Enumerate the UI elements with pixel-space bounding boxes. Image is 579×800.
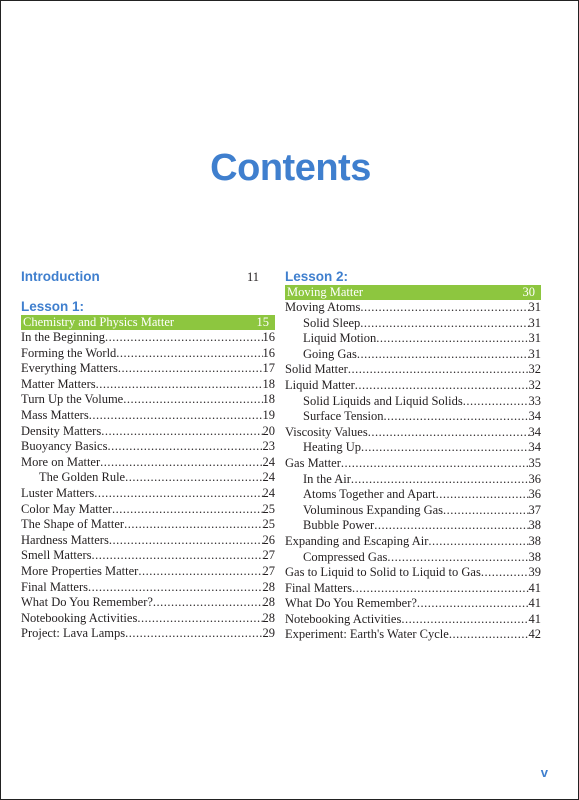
toc-entry[interactable] [285, 316, 541, 332]
toc-entry[interactable] [21, 486, 275, 502]
toc-entry-page: 16 [262, 330, 275, 344]
dot-leader [105, 330, 262, 346]
dot-leader [89, 408, 263, 424]
dot-leader [96, 377, 263, 393]
toc-entry[interactable] [21, 439, 275, 455]
toc-entry-page: 27 [262, 548, 275, 563]
toc-entry-page: 18 [262, 392, 275, 407]
toc-entry-page: 38 [528, 518, 541, 533]
toc-entry-label: Everything Matters [21, 361, 118, 376]
toc-entry-page: 41 [528, 580, 541, 595]
toc-entry-page: 29 [262, 626, 275, 641]
dot-leader [443, 503, 528, 519]
toc-entry[interactable] [285, 456, 541, 472]
toc-entry-label: Viscosity Values [285, 424, 368, 439]
toc-entry-label: Compressed Gas [303, 549, 388, 564]
introduction-label: Introduction [21, 269, 100, 284]
toc-entry-label: Notebooking Activities [21, 610, 138, 625]
dot-leader [91, 548, 262, 564]
toc-entry-page: 41 [528, 611, 541, 626]
dot-leader [125, 626, 262, 642]
toc-entry-label: Solid Liquids and Liquid Solids [303, 393, 463, 408]
dot-leader [116, 346, 262, 362]
toc-entry-label: The Shape of Matter [21, 517, 125, 532]
toc-entry-page: 25 [262, 501, 275, 516]
lesson-2-entries [285, 300, 541, 643]
dot-leader [360, 300, 528, 316]
toc-entry[interactable] [285, 440, 541, 456]
toc-entry-label: Atoms Together and Apart [303, 487, 436, 502]
toc-entry[interactable] [285, 534, 541, 550]
toc-entry-label: Heating Up [303, 440, 361, 455]
toc-entry[interactable] [285, 347, 541, 363]
dot-leader [118, 361, 263, 377]
toc-entry[interactable] [285, 378, 541, 394]
toc-entry-page: 39 [528, 565, 541, 580]
toc-entry-label: Luster Matters [21, 485, 95, 500]
toc-entry-page: 34 [528, 409, 541, 424]
dot-leader [368, 425, 529, 441]
toc-entry-page: 24 [262, 454, 275, 469]
toc-entry-label: Density Matters [21, 423, 102, 438]
toc-entry[interactable] [285, 612, 541, 628]
toc-entry[interactable] [285, 394, 541, 410]
toc-entry[interactable] [21, 408, 275, 424]
toc-entry[interactable] [21, 611, 275, 627]
toc-entry-page: 19 [262, 407, 275, 422]
toc-entry-label: The Golden Rule [39, 470, 126, 485]
dot-leader [360, 316, 528, 332]
toc-entry-label: Going Gas [303, 346, 357, 361]
toc-entry[interactable] [285, 550, 541, 566]
dot-leader [417, 596, 529, 612]
toc-entry-page: 24 [262, 485, 275, 500]
dot-leader [341, 456, 529, 472]
toc-entry-page: 26 [262, 532, 275, 547]
lesson-2-heading: Lesson 2: [285, 269, 349, 284]
toc-entry-page: 36 [528, 487, 541, 502]
toc-entry-label: Voluminous Expanding Gas [303, 502, 444, 517]
toc-entry-label: Solid Sleep [303, 315, 361, 330]
toc-entry-page: 41 [528, 596, 541, 611]
toc-entry[interactable] [285, 627, 541, 643]
toc-entry[interactable] [285, 503, 541, 519]
toc-entry-label: Buoyancy Basics [21, 439, 108, 454]
toc-entry-label: Experiment: Earth's Water Cycle [285, 627, 449, 642]
toc-entry[interactable] [21, 580, 275, 596]
toc-entry[interactable] [21, 455, 275, 471]
toc-entry[interactable] [21, 548, 275, 564]
toc-entry-label: Matter Matters [21, 376, 96, 391]
toc-entry-label: Gas Matter [285, 455, 341, 470]
toc-entry-label: Solid Matter [285, 362, 348, 377]
toc-entry[interactable] [21, 564, 275, 580]
toc-entry-label: More Properties Matter [21, 563, 139, 578]
toc-entry-page: 35 [528, 455, 541, 470]
toc-entry[interactable] [285, 362, 541, 378]
toc-entry-page: 31 [528, 300, 541, 314]
toc-entry-page: 38 [528, 533, 541, 548]
toc-entry[interactable] [285, 472, 541, 488]
toc-entry-page: 32 [528, 377, 541, 392]
toc-entry[interactable] [21, 533, 275, 549]
dot-leader [123, 392, 262, 408]
toc-entry-page: 18 [262, 376, 275, 391]
toc-entry-page: 34 [528, 440, 541, 455]
dot-leader [88, 580, 262, 596]
toc-entry[interactable] [285, 581, 541, 597]
toc-entry[interactable] [285, 596, 541, 612]
toc-entry-label: What Do You Remember? [285, 596, 417, 611]
dot-leader [481, 565, 529, 581]
dot-leader [401, 612, 528, 628]
toc-entry-page: 28 [262, 579, 275, 594]
toc-entry-page: 31 [528, 315, 541, 330]
toc-entry[interactable] [285, 565, 541, 581]
lesson-2-page: 30 [522, 285, 535, 299]
dot-leader [348, 362, 529, 378]
toc-entry[interactable] [285, 518, 541, 534]
page-title: Contents [210, 147, 371, 189]
toc-entry-label: Liquid Motion [303, 331, 377, 346]
dot-leader [125, 470, 262, 486]
toc-entry-page: 31 [528, 331, 541, 346]
toc-entry-page: 36 [528, 471, 541, 486]
toc-entry-label: Turn Up the Volume [21, 392, 124, 407]
dot-leader [383, 409, 528, 425]
dot-leader [124, 517, 262, 533]
dot-leader [153, 595, 263, 611]
lesson-2-title: Moving Matter [287, 285, 364, 299]
dot-leader [355, 378, 529, 394]
dot-leader [137, 611, 262, 627]
lesson-1-entries [21, 330, 275, 642]
toc-column-left [21, 269, 275, 642]
toc-entry-page: 16 [262, 345, 275, 360]
toc-entry-label: What Do You Remember? [21, 595, 153, 610]
toc-entry-page: 31 [528, 346, 541, 361]
dot-leader [351, 472, 529, 488]
toc-entry-label: Surface Tension [303, 409, 384, 424]
toc-entry-page: 28 [262, 595, 275, 610]
toc-entry[interactable] [21, 330, 275, 346]
dot-leader [138, 564, 262, 580]
toc-entry-label: Expanding and Escaping Air [285, 533, 429, 548]
toc-entry[interactable] [21, 346, 275, 362]
toc-entry[interactable] [21, 626, 275, 642]
dot-leader [94, 486, 262, 502]
toc-entry[interactable] [21, 361, 275, 377]
toc-entry-page: 17 [262, 361, 275, 376]
dot-leader [101, 424, 262, 440]
dot-leader [352, 581, 528, 597]
toc-entry-page: 34 [528, 424, 541, 439]
toc-entry-label: Color May Matter [21, 501, 112, 516]
toc-entry-label: Final Matters [21, 579, 89, 594]
toc-entry-page: 33 [528, 393, 541, 408]
dot-leader [100, 455, 262, 471]
toc-entry[interactable] [21, 470, 275, 486]
toc-entry[interactable] [285, 425, 541, 441]
dot-leader [357, 347, 529, 363]
dot-leader [361, 440, 529, 456]
toc-entry-page: 38 [528, 549, 541, 564]
toc-entry[interactable] [285, 487, 541, 503]
dot-leader [112, 502, 263, 518]
lesson-1-title-bar[interactable] [21, 315, 275, 330]
lesson-2-title-bar[interactable] [285, 285, 541, 300]
toc-entry-page: 28 [262, 610, 275, 625]
dot-leader [463, 394, 529, 410]
dot-leader [374, 518, 528, 534]
toc-entry-page: 24 [262, 470, 275, 485]
dot-leader [387, 550, 528, 566]
toc-entry-label: More on Matter [21, 454, 101, 469]
toc-entry-page: 20 [262, 423, 275, 438]
dot-leader [428, 534, 528, 550]
lesson-1-page: 15 [256, 315, 269, 329]
toc-entry-label: Project: Lava Lamps [21, 626, 126, 641]
toc-entry-label: Gas to Liquid to Solid to Liquid to Gas [285, 565, 481, 580]
toc-entry-label: Hardness Matters [21, 532, 109, 547]
lesson-1-heading: Lesson 1: [21, 299, 85, 314]
toc-entry[interactable] [21, 517, 275, 533]
toc-entry-page: 32 [528, 362, 541, 377]
toc-entry-label: Smell Matters [21, 548, 92, 563]
page-number: v [540, 765, 548, 780]
toc-entry-page: 27 [262, 563, 275, 578]
toc-entry[interactable] [21, 595, 275, 611]
toc-column-right [285, 269, 541, 643]
toc-entry-label: Forming the World [21, 345, 117, 360]
toc-entry-page: 37 [528, 502, 541, 517]
toc-entry[interactable] [21, 392, 275, 408]
toc-entry[interactable] [285, 331, 541, 347]
toc-entry-label: In the Air [303, 471, 351, 486]
toc-entry-label: Moving Atoms [285, 300, 361, 314]
toc-entry-page: 23 [262, 439, 275, 454]
toc-entry[interactable] [285, 300, 541, 316]
dot-leader [449, 627, 529, 643]
dot-leader [376, 331, 528, 347]
toc-entry[interactable] [21, 502, 275, 518]
dot-leader [436, 487, 529, 503]
toc-entry[interactable] [285, 409, 541, 425]
toc-entry[interactable] [21, 377, 275, 393]
introduction-page: 11 [246, 270, 259, 284]
toc-entry-label: Bubble Power [303, 518, 375, 533]
toc-introduction[interactable] [21, 269, 275, 289]
toc-entry-label: Notebooking Activities [285, 611, 402, 626]
toc-entry-label: Final Matters [285, 580, 353, 595]
dot-leader [109, 533, 263, 549]
toc-entry-page: 25 [262, 517, 275, 532]
toc-entry-label: In the Beginning [21, 330, 106, 344]
dot-leader [107, 439, 262, 455]
toc-entry[interactable] [21, 424, 275, 440]
toc-entry-label: Liquid Matter [285, 377, 355, 392]
toc-entry-label: Mass Matters [21, 407, 89, 422]
lesson-1-title: Chemistry and Physics Matter [23, 315, 175, 329]
toc-entry-page: 42 [528, 627, 541, 642]
